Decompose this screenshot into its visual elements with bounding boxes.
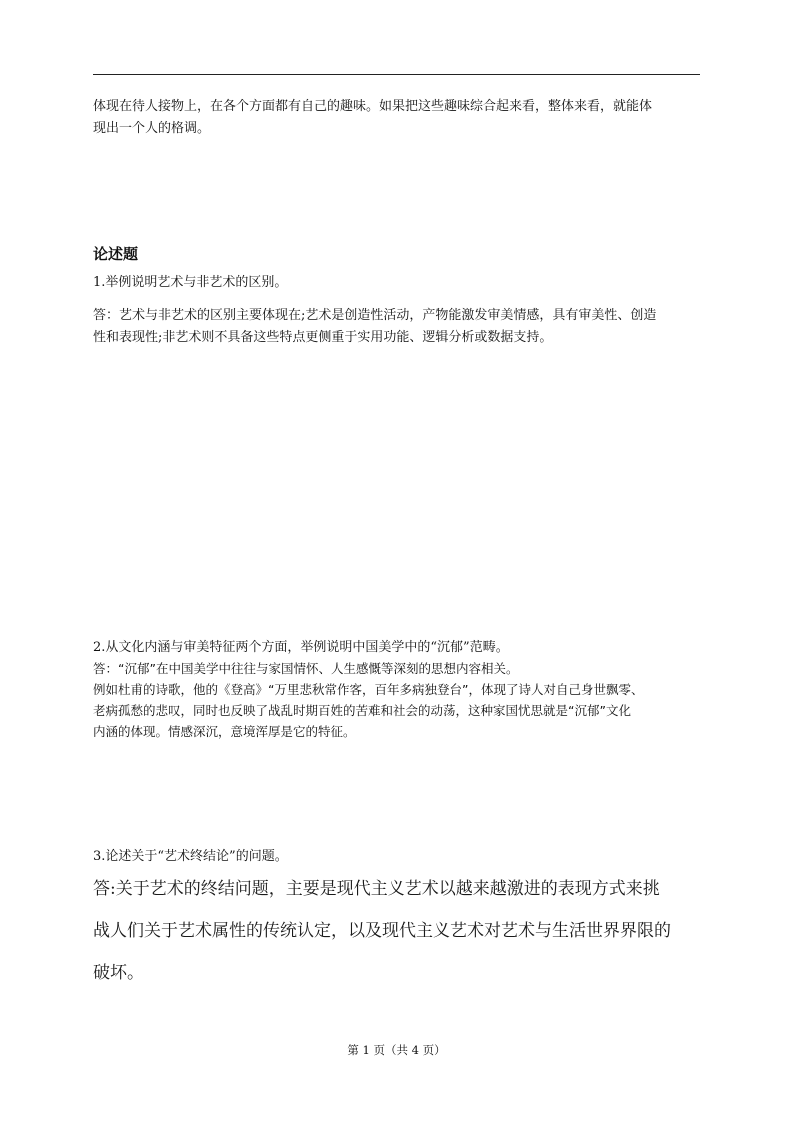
question-1-text: 1.举例说明艺术与非艺术的区别。	[93, 275, 288, 290]
answer-3-line: 答:关于艺术的终结问题，主要是现代主义艺术以越来越激进的表现方式来挑	[93, 879, 660, 899]
answer-2-line: 老病孤愁的悲叹，同时也反映了战乱时期百姓的苦难和社会的动荡，这种家国忧思就是“沉郁”文化	[93, 703, 631, 718]
answer-2-line: 答：“沉郁”在中国美学中往往与家国情怀、人生感慨等深刻的思想内容相关。	[93, 661, 519, 676]
answer-2-line: 例如杜甫的诗歌，他的《登高》“万里悲秋常作客，百年多病独登台”，体现了诗人对自己身世飘零、	[93, 682, 644, 697]
question-3	[93, 846, 705, 868]
answer-1	[93, 305, 705, 349]
answer-3-line: 战人们关于艺术属性的传统认定，以及现代主义艺术对艺术与生活世界界限的	[93, 921, 671, 941]
section-heading: 论述题	[93, 245, 139, 263]
header-rule	[93, 74, 700, 75]
question-2	[93, 637, 705, 659]
question-3-text: 3.论述关于“艺术终结论”的问题。	[93, 849, 288, 864]
answer-3-line: 破坏。	[93, 963, 144, 983]
answer-3	[93, 868, 705, 994]
answer-1-line: 性和表现性;非艺术则不具备这些特点更侧重于实用功能、逻辑分析或数据支持。	[93, 330, 553, 345]
intro-line: 体现在待人接物上，在各个方面都有自己的趣味。如果把这些趣味综合起来看，整体来看，就能体	[93, 99, 653, 114]
answer-1-line: 答：艺术与非艺术的区别主要体现在;艺术是创造性活动，产物能激发审美情感，具有审美性、创造	[93, 308, 657, 323]
page-footer: 第 1 页（共 4 页）	[347, 1043, 446, 1057]
intro-paragraph	[93, 96, 705, 140]
question-2-text: 2.从文化内涵与审美特征两个方面，举例说明中国美学中的“沉郁”范畴。	[93, 640, 509, 655]
answer-2	[93, 658, 705, 742]
intro-line: 现出一个人的格调。	[93, 121, 211, 136]
answer-2-line: 内涵的体现。情感深沉，意境浑厚是它的特征。	[93, 724, 356, 739]
question-1	[93, 272, 705, 294]
